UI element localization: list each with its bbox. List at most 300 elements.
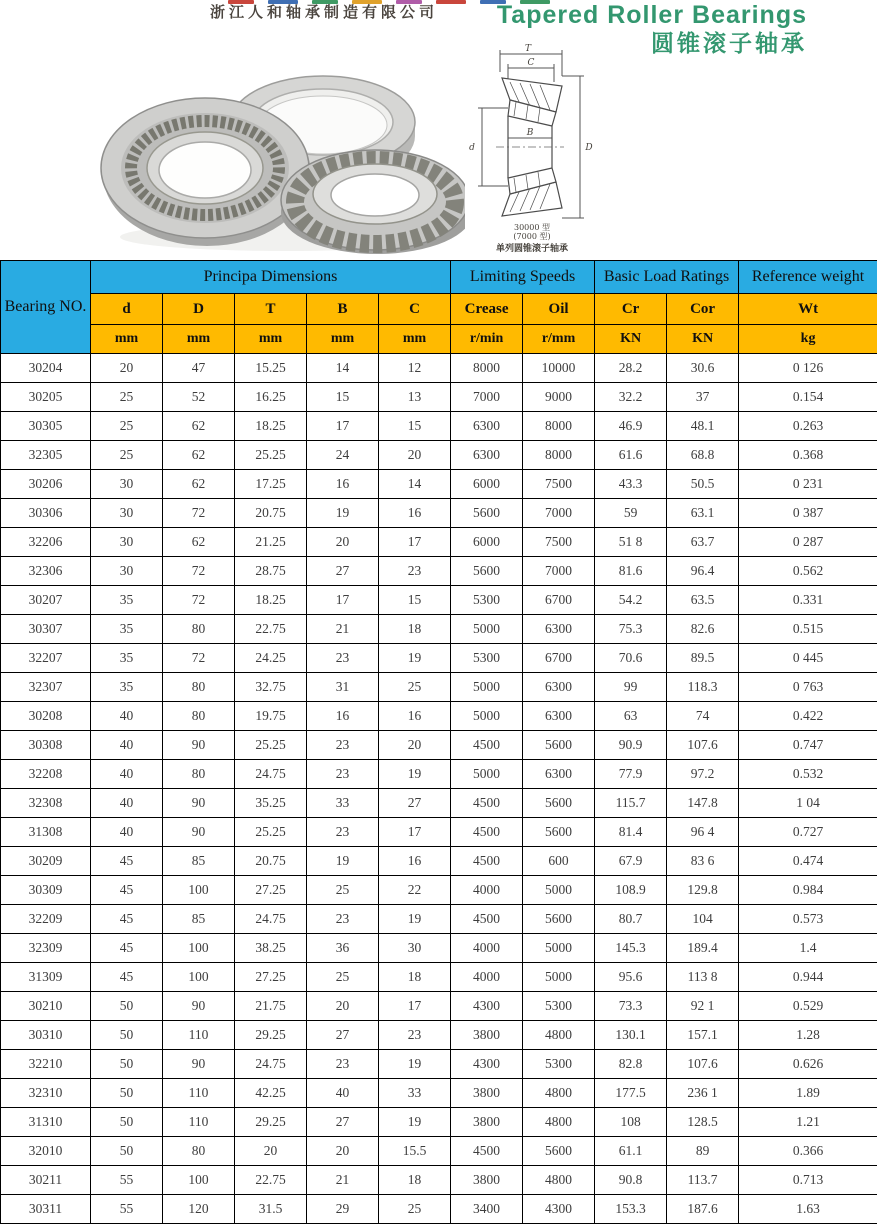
column-header: D — [163, 294, 235, 325]
unit-header: KN — [667, 325, 739, 354]
table-cell: 45 — [91, 847, 163, 876]
table-cell: 30.6 — [667, 354, 739, 383]
table-cell: 115.7 — [595, 789, 667, 818]
table-cell: 15 — [307, 383, 379, 412]
table-cell: 90 — [163, 818, 235, 847]
table-cell: 85 — [163, 847, 235, 876]
table-cell: 23 — [307, 818, 379, 847]
table-cell: 5000 — [523, 934, 595, 963]
bearing-no-cell: 32209 — [1, 905, 91, 934]
table-cell: 74 — [667, 702, 739, 731]
table-cell: 4800 — [523, 1021, 595, 1050]
table-cell: 38.25 — [235, 934, 307, 963]
table-cell: 40 — [91, 818, 163, 847]
table-cell: 4500 — [451, 905, 523, 934]
table-cell: 6300 — [523, 760, 595, 789]
table-row — [1, 1079, 877, 1108]
table-cell: 4500 — [451, 847, 523, 876]
bearing-no-cell: 30306 — [1, 499, 91, 528]
table-cell: 55 — [91, 1195, 163, 1224]
table-cell: 107.6 — [667, 731, 739, 760]
table-cell: 25 — [307, 963, 379, 992]
table-cell: 0.474 — [739, 847, 877, 876]
table-cell: 19.75 — [235, 702, 307, 731]
table-cell: 17 — [379, 992, 451, 1021]
table-cell: 23 — [307, 731, 379, 760]
table-cell: 89 — [667, 1137, 739, 1166]
bearing-no-cell: 31310 — [1, 1108, 91, 1137]
group-header-limiting-speeds: Limiting Speeds — [451, 261, 595, 294]
table-cell: 104 — [667, 905, 739, 934]
table-cell: 157.1 — [667, 1021, 739, 1050]
table-cell: 189.4 — [667, 934, 739, 963]
table-cell: 0.713 — [739, 1166, 877, 1195]
table-cell: 25.25 — [235, 731, 307, 760]
table-row — [1, 499, 877, 528]
table-cell: 25 — [91, 412, 163, 441]
table-cell: 5000 — [451, 702, 523, 731]
table-cell: 5600 — [523, 731, 595, 760]
table-cell: 80 — [163, 760, 235, 789]
bearing-no-cell: 32309 — [1, 934, 91, 963]
table-cell: 30 — [91, 528, 163, 557]
table-cell: 0 231 — [739, 470, 877, 499]
table-cell: 130.1 — [595, 1021, 667, 1050]
table-cell: 1.21 — [739, 1108, 877, 1137]
table-cell: 25 — [379, 673, 451, 702]
table-cell: 5300 — [451, 586, 523, 615]
table-cell: 31.5 — [235, 1195, 307, 1224]
table-row — [1, 470, 877, 499]
table-cell: 14 — [379, 470, 451, 499]
bearing-no-cell: 32010 — [1, 1137, 91, 1166]
table-cell: 5000 — [451, 615, 523, 644]
diagram-label-T: T — [525, 44, 532, 54]
table-cell: 5600 — [523, 905, 595, 934]
table-row — [1, 1050, 877, 1079]
table-cell: 6700 — [523, 586, 595, 615]
table-cell: 0 287 — [739, 528, 877, 557]
table-cell: 6300 — [451, 441, 523, 470]
table-cell: 81.6 — [595, 557, 667, 586]
table-cell: 35 — [91, 586, 163, 615]
table-cell: 20 — [379, 731, 451, 760]
table-cell: 4300 — [451, 992, 523, 1021]
table-cell: 72 — [163, 644, 235, 673]
table-cell: 6300 — [523, 702, 595, 731]
table-cell: 90 — [163, 789, 235, 818]
diagram-label-C: C — [528, 58, 535, 68]
table-cell: 89.5 — [667, 644, 739, 673]
table-cell: 22.75 — [235, 615, 307, 644]
table-cell: 100 — [163, 1166, 235, 1195]
table-cell: 45 — [91, 876, 163, 905]
table-cell: 129.8 — [667, 876, 739, 905]
table-cell: 25 — [91, 441, 163, 470]
table-unit-row — [1, 325, 877, 354]
table-row — [1, 586, 877, 615]
table-row — [1, 934, 877, 963]
bearing-no-cell: 31309 — [1, 963, 91, 992]
table-cell: 61.1 — [595, 1137, 667, 1166]
table-cell: 1 04 — [739, 789, 877, 818]
table-cell: 0 445 — [739, 644, 877, 673]
table-cell: 72 — [163, 557, 235, 586]
diagram-label-D: D — [584, 143, 592, 153]
unit-header: mm — [307, 325, 379, 354]
table-cell: 54.2 — [595, 586, 667, 615]
table-cell: 4800 — [523, 1108, 595, 1137]
table-cell: 47 — [163, 354, 235, 383]
table-cell: 4000 — [451, 963, 523, 992]
table-cell: 27.25 — [235, 963, 307, 992]
bearing-no-cell: 32308 — [1, 789, 91, 818]
table-cell: 8000 — [523, 441, 595, 470]
table-cell: 7000 — [523, 499, 595, 528]
table-cell: 62 — [163, 470, 235, 499]
title-chinese: 圆锥滚子轴承 — [497, 30, 807, 60]
table-cell: 24.75 — [235, 1050, 307, 1079]
bearing-no-cell: 30207 — [1, 586, 91, 615]
table-cell: 31 — [307, 673, 379, 702]
table-cell: 43.3 — [595, 470, 667, 499]
table-cell: 50 — [91, 1079, 163, 1108]
table-cell: 4500 — [451, 731, 523, 760]
table-cell: 50 — [91, 992, 163, 1021]
table-cell: 0.727 — [739, 818, 877, 847]
table-cell: 18 — [379, 963, 451, 992]
table-cell: 0 387 — [739, 499, 877, 528]
table-cell: 10000 — [523, 354, 595, 383]
table-cell: 0.422 — [739, 702, 877, 731]
column-header: Crease — [451, 294, 523, 325]
table-cell: 90 — [163, 731, 235, 760]
table-cell: 4300 — [523, 1195, 595, 1224]
table-cell: 110 — [163, 1108, 235, 1137]
diagram-label-B: B — [526, 128, 534, 138]
bearing-no-cell: 30307 — [1, 615, 91, 644]
table-cell: 600 — [523, 847, 595, 876]
table-cell: 16 — [307, 470, 379, 499]
table-cell: 30 — [379, 934, 451, 963]
table-cell: 30 — [91, 470, 163, 499]
unit-header: kg — [739, 325, 877, 354]
column-header: T — [235, 294, 307, 325]
table-cell: 236 1 — [667, 1079, 739, 1108]
bearing-no-cell: 30309 — [1, 876, 91, 905]
table-cell: 6300 — [523, 673, 595, 702]
table-cell: 70.6 — [595, 644, 667, 673]
table-cell: 68.8 — [667, 441, 739, 470]
bearing-no-cell: 32310 — [1, 1079, 91, 1108]
table-cell: 24 — [307, 441, 379, 470]
table-cell: 4800 — [523, 1079, 595, 1108]
table-column-header-row — [1, 294, 877, 325]
table-cell: 72 — [163, 586, 235, 615]
unit-header: mm — [379, 325, 451, 354]
table-cell: 4000 — [451, 934, 523, 963]
table-cell: 19 — [379, 1050, 451, 1079]
table-cell: 33 — [307, 789, 379, 818]
table-row — [1, 702, 877, 731]
column-header: Wt — [739, 294, 877, 325]
table-row — [1, 354, 877, 383]
table-cell: 19 — [307, 499, 379, 528]
diagram-caption-type: 30000 型 — [514, 222, 550, 232]
table-cell: 67.9 — [595, 847, 667, 876]
bearing-no-header: Bearing NO. — [1, 261, 91, 354]
table-row — [1, 876, 877, 905]
table-cell: 145.3 — [595, 934, 667, 963]
table-cell: 63 — [595, 702, 667, 731]
table-cell: 5000 — [523, 963, 595, 992]
table-cell: 21 — [307, 615, 379, 644]
table-cell: 17.25 — [235, 470, 307, 499]
diagram-label-d: d — [469, 143, 475, 153]
table-cell: 1.89 — [739, 1079, 877, 1108]
bearing-no-cell: 30209 — [1, 847, 91, 876]
table-cell: 4300 — [451, 1050, 523, 1079]
table-cell: 4000 — [451, 876, 523, 905]
table-cell: 72 — [163, 499, 235, 528]
bearing-no-cell: 32306 — [1, 557, 91, 586]
table-cell: 7000 — [523, 557, 595, 586]
table-cell: 5000 — [451, 673, 523, 702]
bearing-no-cell: 30311 — [1, 1195, 91, 1224]
table-cell: 120 — [163, 1195, 235, 1224]
table-row — [1, 441, 877, 470]
table-row — [1, 992, 877, 1021]
table-cell: 4800 — [523, 1166, 595, 1195]
bearing-no-cell: 32208 — [1, 760, 91, 789]
group-header-basic-load-ratings: Basic Load Ratings — [595, 261, 739, 294]
table-cell: 25 — [379, 1195, 451, 1224]
table-row — [1, 760, 877, 789]
table-cell: 82.8 — [595, 1050, 667, 1079]
table-cell: 16 — [307, 702, 379, 731]
table-cell: 5300 — [523, 1050, 595, 1079]
table-cell: 3800 — [451, 1021, 523, 1050]
table-cell: 18 — [379, 615, 451, 644]
table-cell: 5600 — [523, 789, 595, 818]
table-cell: 17 — [379, 528, 451, 557]
table-cell: 23 — [307, 1050, 379, 1079]
table-cell: 23 — [307, 760, 379, 789]
table-cell: 118.3 — [667, 673, 739, 702]
table-row — [1, 383, 877, 412]
table-cell: 20 — [235, 1137, 307, 1166]
table-cell: 50 — [91, 1021, 163, 1050]
table-cell: 4500 — [451, 818, 523, 847]
table-cell: 14 — [307, 354, 379, 383]
table-cell: 1.4 — [739, 934, 877, 963]
bearing-no-cell: 32210 — [1, 1050, 91, 1079]
table-cell: 80 — [163, 615, 235, 644]
table-cell: 0.263 — [739, 412, 877, 441]
bearing-no-cell: 32305 — [1, 441, 91, 470]
table-cell: 30 — [91, 557, 163, 586]
table-cell: 187.6 — [667, 1195, 739, 1224]
table-cell: 90 — [163, 1050, 235, 1079]
column-header: Cor — [667, 294, 739, 325]
bearing-no-cell: 30206 — [1, 470, 91, 499]
table-cell: 1.63 — [739, 1195, 877, 1224]
table-cell: 27 — [307, 1021, 379, 1050]
title-english: Tapered Roller Bearings — [497, 2, 807, 30]
table-group-header-row — [1, 261, 877, 294]
table-cell: 0.529 — [739, 992, 877, 1021]
table-cell: 1.28 — [739, 1021, 877, 1050]
table-cell: 0.154 — [739, 383, 877, 412]
table-cell: 177.5 — [595, 1079, 667, 1108]
table-cell: 18 — [379, 1166, 451, 1195]
diagram-caption-type2: (7000 型) — [513, 231, 550, 241]
table-cell: 20 — [379, 441, 451, 470]
table-cell: 113 8 — [667, 963, 739, 992]
table-cell: 0.515 — [739, 615, 877, 644]
table-cell: 153.3 — [595, 1195, 667, 1224]
table-cell: 22.75 — [235, 1166, 307, 1195]
table-cell: 4500 — [451, 1137, 523, 1166]
table-cell: 5000 — [451, 760, 523, 789]
table-cell: 0.562 — [739, 557, 877, 586]
table-cell: 24.25 — [235, 644, 307, 673]
table-cell: 40 — [91, 731, 163, 760]
table-cell: 0.331 — [739, 586, 877, 615]
table-cell: 27 — [307, 1108, 379, 1137]
table-cell: 12 — [379, 354, 451, 383]
unit-header: mm — [235, 325, 307, 354]
table-row — [1, 847, 877, 876]
table-cell: 46.9 — [595, 412, 667, 441]
table-cell: 8000 — [523, 412, 595, 441]
table-cell: 23 — [307, 644, 379, 673]
table-cell: 90.9 — [595, 731, 667, 760]
table-cell: 0.626 — [739, 1050, 877, 1079]
table-cell: 81.4 — [595, 818, 667, 847]
table-cell: 113.7 — [667, 1166, 739, 1195]
table-cell: 63.7 — [667, 528, 739, 557]
table-cell: 23 — [307, 905, 379, 934]
group-header-reference-weight: Reference weight — [739, 261, 877, 294]
table-cell: 25 — [91, 383, 163, 412]
table-cell: 27 — [379, 789, 451, 818]
table-cell: 7500 — [523, 470, 595, 499]
table-cell: 0 126 — [739, 354, 877, 383]
table-cell: 80.7 — [595, 905, 667, 934]
logo-strip-segment — [436, 0, 466, 4]
bearing-no-cell: 30211 — [1, 1166, 91, 1195]
table-cell: 15.5 — [379, 1137, 451, 1166]
bearing-cone — [281, 150, 465, 254]
table-cell: 5300 — [523, 992, 595, 1021]
table-cell: 50.5 — [667, 470, 739, 499]
table-cell: 19 — [379, 644, 451, 673]
table-cell: 48.1 — [667, 412, 739, 441]
table-cell: 50 — [91, 1050, 163, 1079]
table-row — [1, 731, 877, 760]
table-cell: 80 — [163, 1137, 235, 1166]
table-cell: 27 — [307, 557, 379, 586]
table-cell: 30 — [91, 499, 163, 528]
table-cell: 29.25 — [235, 1108, 307, 1137]
table-cell: 0 763 — [739, 673, 877, 702]
table-cell: 16 — [379, 499, 451, 528]
table-cell: 17 — [379, 818, 451, 847]
column-header: d — [91, 294, 163, 325]
table-cell: 3400 — [451, 1195, 523, 1224]
bearing-photo — [95, 42, 465, 257]
table-row — [1, 818, 877, 847]
bearing-no-cell: 30308 — [1, 731, 91, 760]
table-cell: 52 — [163, 383, 235, 412]
table-cell: 3800 — [451, 1166, 523, 1195]
table-cell: 20 — [307, 1137, 379, 1166]
table-cell: 75.3 — [595, 615, 667, 644]
table-cell: 28.75 — [235, 557, 307, 586]
table-row — [1, 789, 877, 818]
table-row — [1, 615, 877, 644]
table-cell: 6000 — [451, 528, 523, 557]
table-cell: 21.25 — [235, 528, 307, 557]
table-cell: 25.25 — [235, 441, 307, 470]
table-cell: 27.25 — [235, 876, 307, 905]
table-row — [1, 557, 877, 586]
table-cell: 6300 — [523, 615, 595, 644]
column-header: B — [307, 294, 379, 325]
diagram-caption-name: 单列圆锥滚子轴承 — [496, 242, 568, 254]
table-cell: 110 — [163, 1021, 235, 1050]
bearing-no-cell: 30204 — [1, 354, 91, 383]
table-cell: 45 — [91, 963, 163, 992]
table-cell: 40 — [307, 1079, 379, 1108]
table-cell: 5000 — [523, 876, 595, 905]
table-cell: 99 — [595, 673, 667, 702]
table-cell: 51 8 — [595, 528, 667, 557]
bearing-assembled — [101, 98, 311, 246]
table-cell: 5600 — [451, 499, 523, 528]
bearing-no-cell: 32206 — [1, 528, 91, 557]
table-cell: 16 — [379, 847, 451, 876]
table-row — [1, 1166, 877, 1195]
table-cell: 6300 — [451, 412, 523, 441]
table-cell: 15 — [379, 412, 451, 441]
table-row — [1, 1108, 877, 1137]
table-cell: 21 — [307, 1166, 379, 1195]
table-cell: 13 — [379, 383, 451, 412]
table-cell: 100 — [163, 934, 235, 963]
table-cell: 37 — [667, 383, 739, 412]
bearing-no-cell: 30208 — [1, 702, 91, 731]
table-cell: 25.25 — [235, 818, 307, 847]
table-cell: 6000 — [451, 470, 523, 499]
table-cell: 40 — [91, 760, 163, 789]
table-cell: 63.1 — [667, 499, 739, 528]
table-cell: 85 — [163, 905, 235, 934]
table-cell: 4500 — [451, 789, 523, 818]
table-cell: 40 — [91, 702, 163, 731]
table-cell: 59 — [595, 499, 667, 528]
column-header: Cr — [595, 294, 667, 325]
table-cell: 32.2 — [595, 383, 667, 412]
table-cell: 32.75 — [235, 673, 307, 702]
table-cell: 95.6 — [595, 963, 667, 992]
bearing-no-cell: 30310 — [1, 1021, 91, 1050]
page-banner — [0, 0, 877, 260]
table-cell: 18.25 — [235, 412, 307, 441]
unit-header: mm — [91, 325, 163, 354]
table-cell: 16.25 — [235, 383, 307, 412]
